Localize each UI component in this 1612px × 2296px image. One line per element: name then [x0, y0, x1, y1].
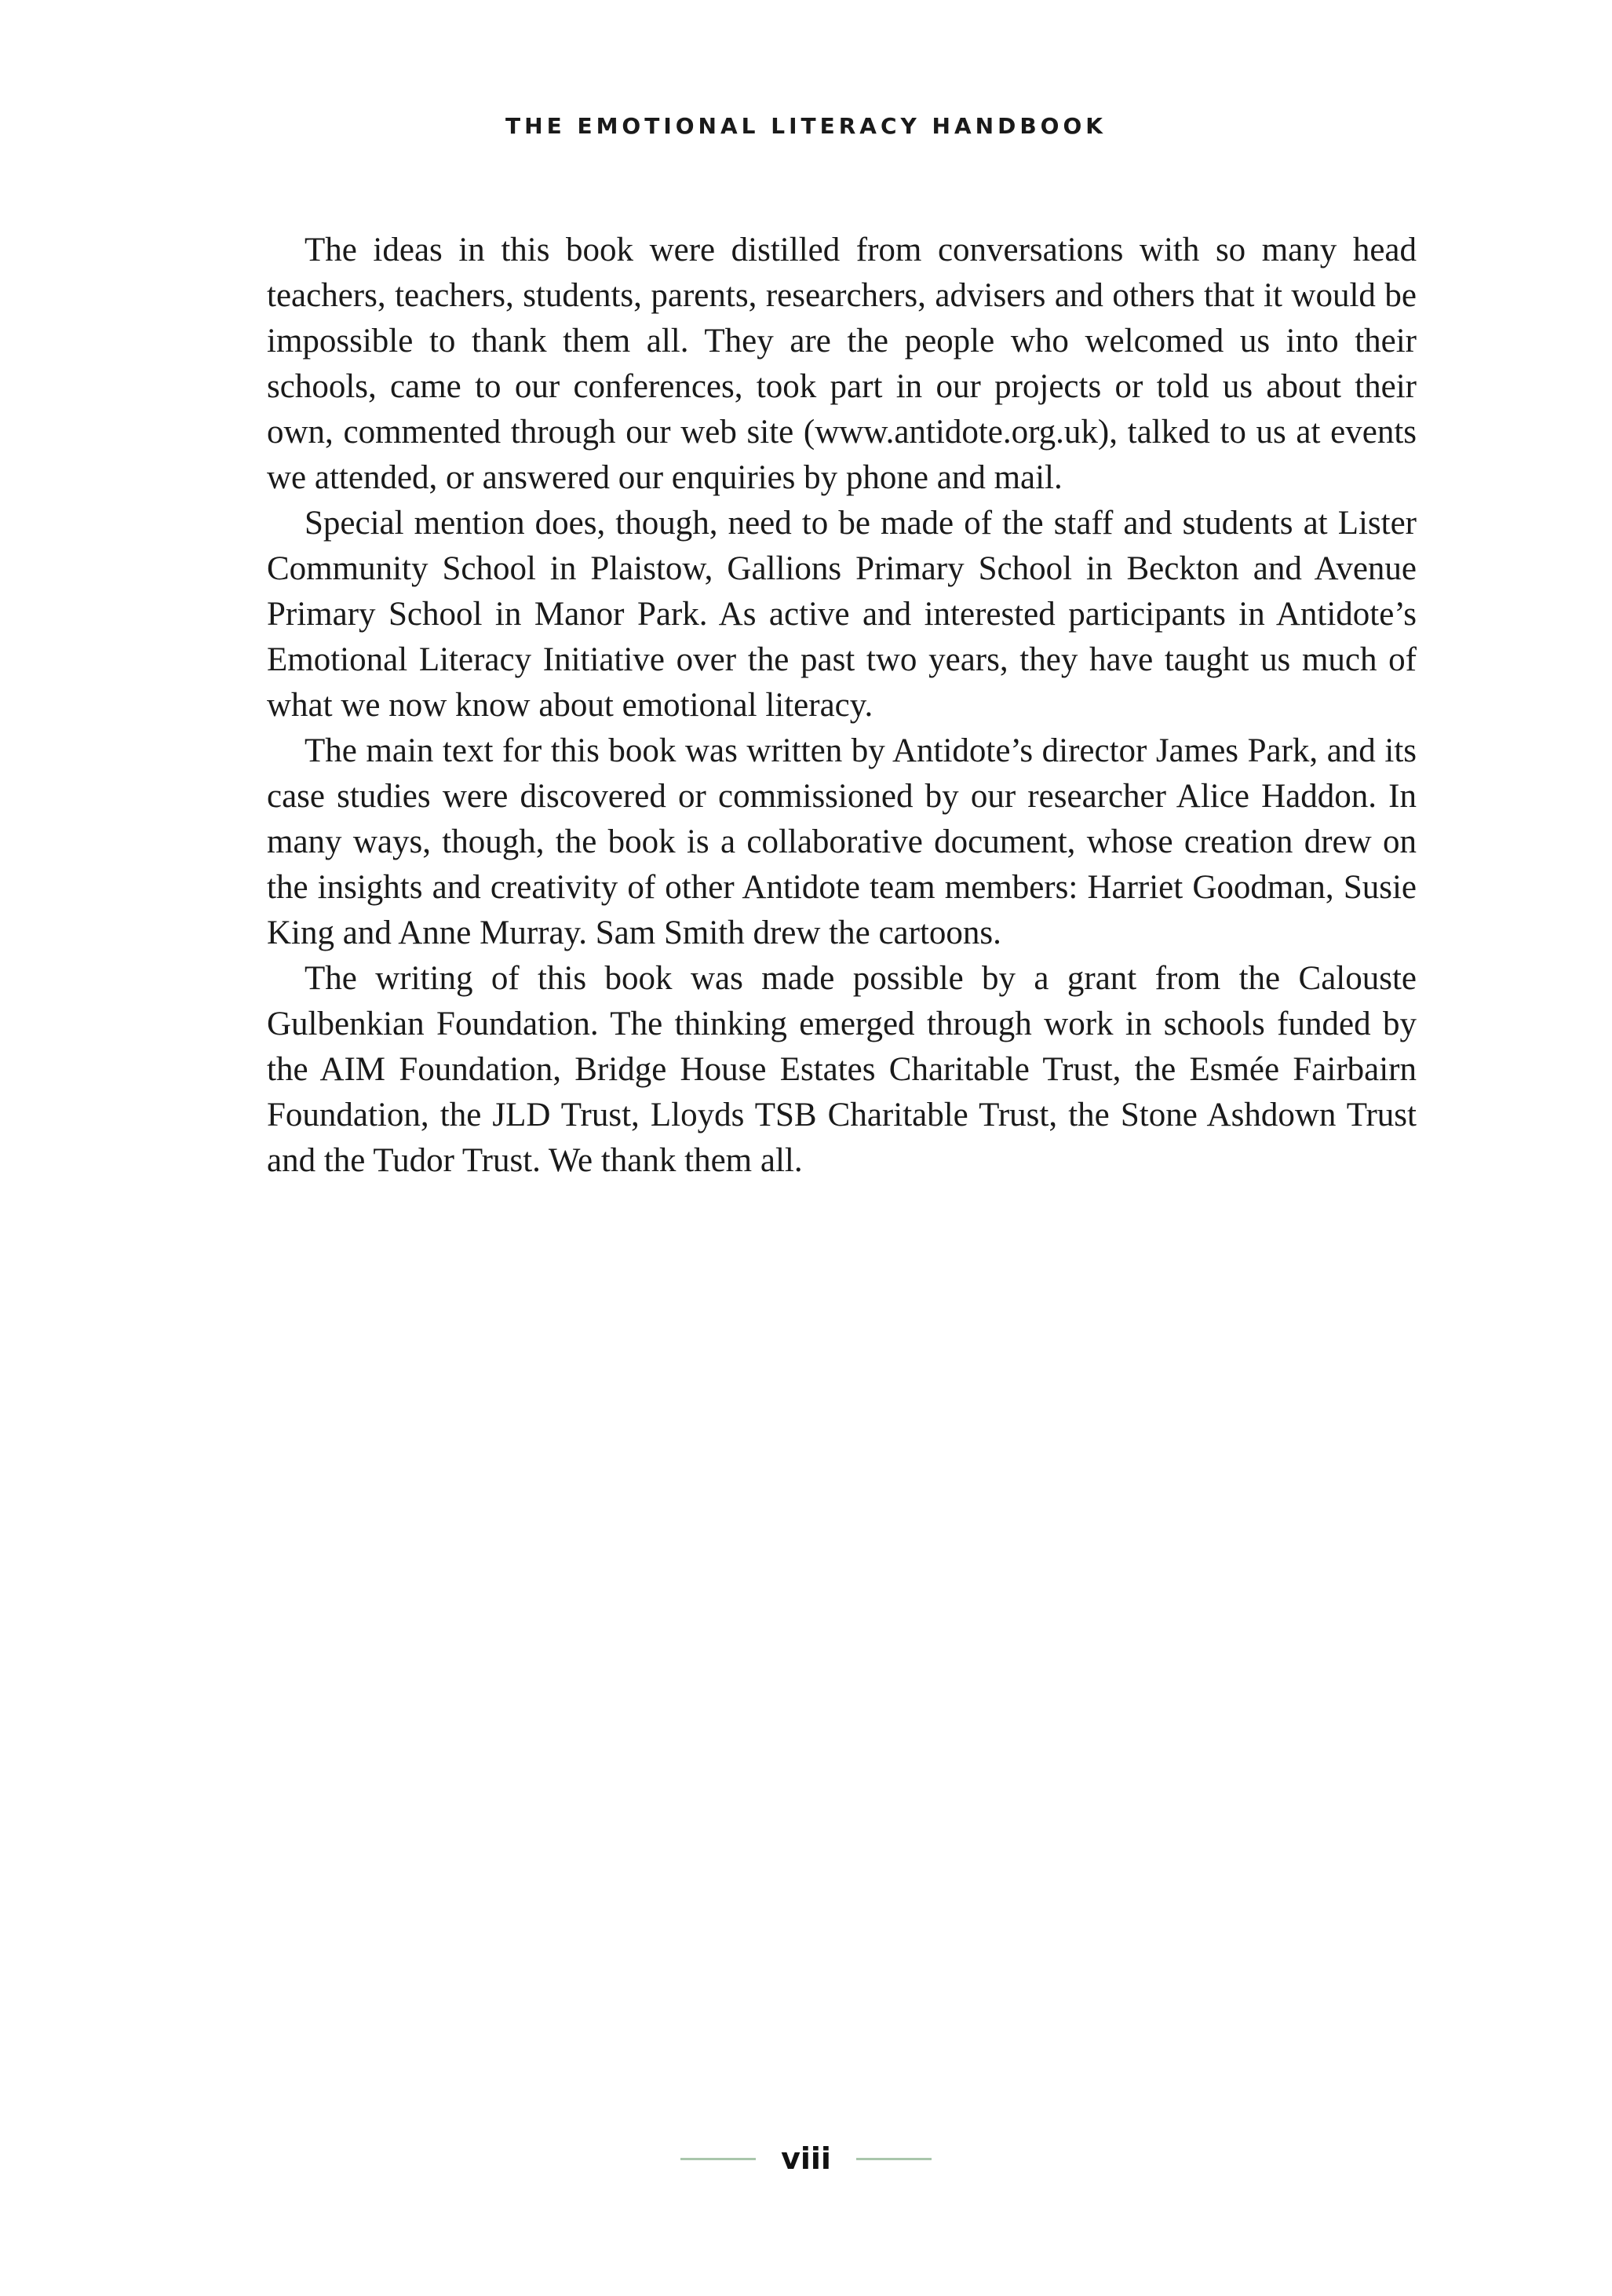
- body-text: [267, 228, 1417, 1184]
- folio-rule-left: [680, 2158, 756, 2160]
- running-head: THE EMOTIONAL LITERACY HANDBOOK: [505, 113, 1107, 139]
- paragraph-4: The writing of this book was made possible by a grant from the Calouste Gulbenkian Foundation. The thinking emerged through work in schools funded by the AIM Foundation, Bridge House Estates Charitable Trust, the Esmée Fairbairn Foundation, the JLD Trust, Lloyds TSB Charitable Trust, the Stone Ashdown Trust and the Tudor Trust. We thank them all.: [267, 960, 1417, 1179]
- folio: [0, 2141, 1612, 2176]
- page-number: viii: [781, 2141, 831, 2176]
- paragraph-1: The ideas in this book were distilled from conversations with so many head teachers, teachers, students, parents, researchers, advisers and others that it would be impossible to thank them all. They are the people who welcomed us into their schools, came to our conferences, took part in our projects or told us about their own, commented through our web site (www.antidote.org.uk), talked to us at events we attended, or answered our enquiries by phone and mail.: [267, 232, 1417, 496]
- folio-rule-right: [856, 2158, 932, 2160]
- paragraph-3: The main text for this book was written by Antidote’s director James Park, and its case studies were discovered or commissioned by our researcher Alice Haddon. In many ways, though, the book is a collaborative document, whose creation drew on the insights and creativity of other Antidote team members: Harriet Goodman, Susie King and Anne Murray. Sam Smith drew the cartoons.: [267, 732, 1417, 951]
- paragraph-2: Special mention does, though, need to be made of the staff and students at Lister Community School in Plaistow, Gallions Primary School in Beckton and Avenue Primary School in Manor Park. As active and interested participants in Antidote’s Emotional Literacy Initiative over the past two years, they have taught us much of what we now know about emotional literacy.: [267, 505, 1417, 724]
